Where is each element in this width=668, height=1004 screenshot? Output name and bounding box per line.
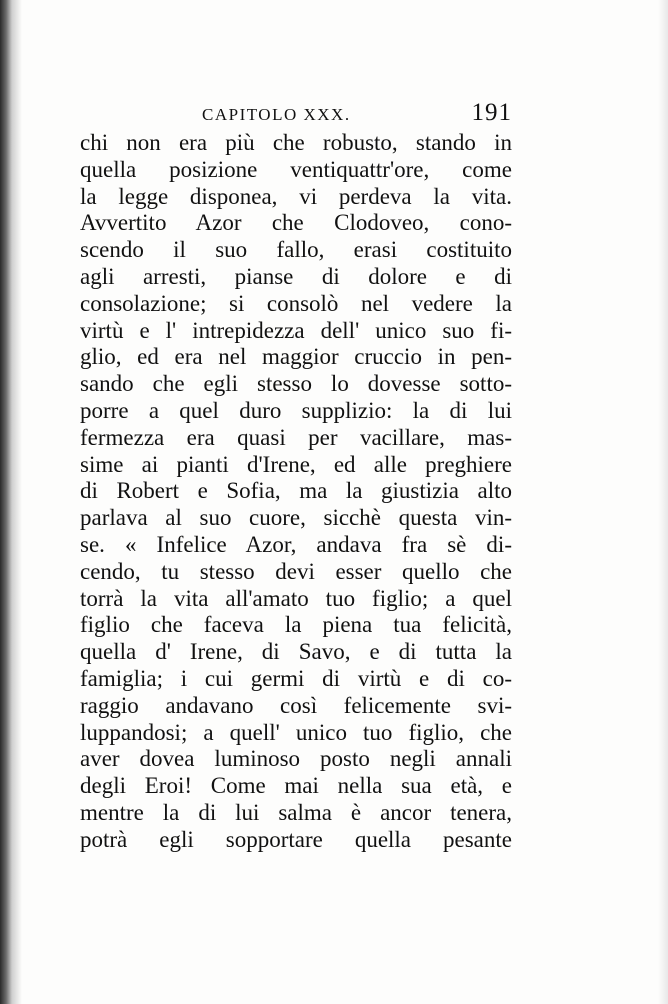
text-line: consolazione; si consolò nel vedere la: [80, 290, 512, 316]
text-line: raggio andavano così felicemente svi-: [80, 692, 512, 718]
body-text: [80, 130, 512, 854]
text-line: cendo, tu stesso devi esser quello che: [80, 558, 512, 584]
text-line: degli Eroi! Come mai nella sua età, e: [80, 773, 512, 799]
text-line: chi non era più che robusto, stando in: [80, 130, 512, 155]
text-line: glio, ed era nel maggior cruccio in pen-: [80, 344, 512, 370]
text-line: Avvertito Azor che Clodoveo, cono-: [80, 210, 512, 236]
text-line: sando che egli stesso lo dovesse sotto-: [80, 371, 512, 397]
running-head: [80, 99, 512, 129]
text-line: mentre la di lui salma è ancor tenera,: [80, 799, 512, 825]
text-line: se. « Infelice Azor, andava fra sè di-: [80, 531, 512, 557]
text-line: aver dovea luminoso posto negli annali: [80, 746, 512, 772]
chapter-title: CAPITOLO XXX.: [202, 105, 351, 124]
text-line: torrà la vita all'amato tuo figlio; a quel: [80, 585, 512, 611]
text-line: scendo il suo fallo, erasi costituito: [80, 237, 512, 263]
text-line: fermezza era quasi per vacillare, mas-: [80, 424, 512, 450]
binding-gutter-shadow: [0, 0, 22, 1004]
text-line: sime ai pianti d'Irene, ed alle preghiere: [80, 451, 512, 477]
text-line: quella posizione ventiquattr'ore, come: [80, 156, 512, 182]
text-line: parlava al suo cuore, sicchè questa vin-: [80, 505, 512, 531]
page-number: 191: [471, 99, 512, 126]
text-line: quella d' Irene, di Savo, e di tutta la: [80, 639, 512, 665]
text-line: luppandosi; a quell' unico tuo figlio, che: [80, 719, 512, 745]
text-line: agli arresti, pianse di dolore e di: [80, 263, 512, 289]
page-edge: [658, 0, 668, 1004]
text-line: virtù e l' intrepidezza dell' unico suo fi-: [80, 317, 512, 343]
text-line: figlio che faceva la piena tua felicità,: [80, 612, 512, 638]
text-line: famiglia; i cui germi di virtù e di co-: [80, 665, 512, 691]
text-line: di Robert e Sofia, ma la giustizia alto: [80, 478, 512, 504]
text-line: porre a quel duro supplizio: la di lui: [80, 397, 512, 423]
text-line: la legge disponea, vi perdeva la vita.: [80, 183, 512, 209]
text-line: potrà egli sopportare quella pesante: [80, 826, 512, 852]
